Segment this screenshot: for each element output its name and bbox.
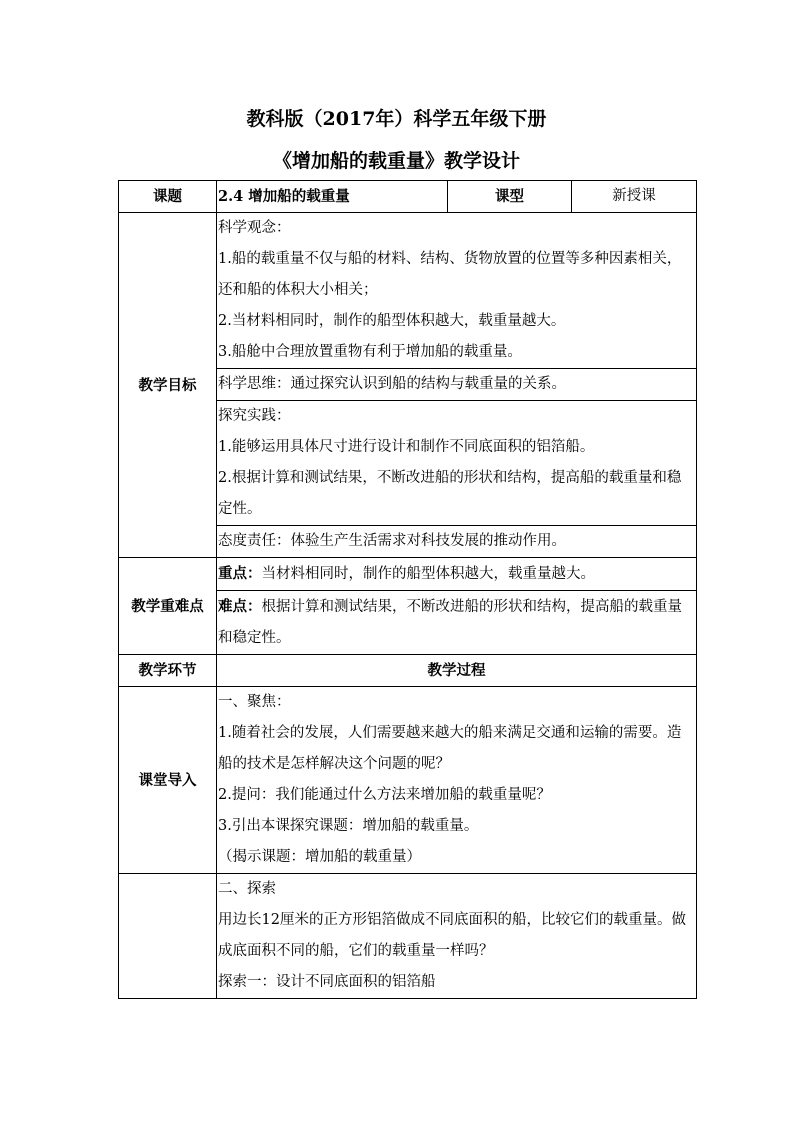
intro-line: 一、聚焦： xyxy=(218,694,291,710)
type-value: 新授课 xyxy=(572,181,697,213)
topic-value: 2.4 增加船的载重量 xyxy=(217,181,448,213)
intro-line: 2.提问：我们能通过什么方法来增加船的载重量呢？ xyxy=(218,787,551,803)
concept-line: 1.船的载重量不仅与船的材料、结构、货物放置的位置等多种因素相关，还和船的体积大小相关； xyxy=(218,251,682,298)
explore-line: 二、探索 xyxy=(218,881,276,897)
practice-line: 2.根据计算和测试结果，不断改进船的形状和结构，提高船的载重量和稳定性。 xyxy=(218,470,682,517)
doc-title-line1: 教科版（2017年）科学五年级下册 xyxy=(246,108,547,130)
key-prefix: 重点： xyxy=(218,565,262,582)
topic-label: 课题 xyxy=(119,181,217,213)
objectives-label: 教学目标 xyxy=(119,213,217,558)
explore-line: 用边长12厘米的正方形铝箔做成不同底面积的船，比较它们的载重量。做成底面积不同的船，它们的载重量一样吗？ xyxy=(218,912,686,959)
concept-line: 2.当材料相同时，制作的船型体积越大，载重量越大。 xyxy=(218,313,566,329)
explore-row xyxy=(119,874,697,999)
intro-line: 1.随着社会的发展，人们需要越来越大的船来满足交通和运输的需要。造船的技术是怎样解决这个问题的呢？ xyxy=(218,725,682,772)
intro-content xyxy=(217,687,697,874)
difficulty-text: 根据计算和测试结果，不断改进船的形状和结构，提高船的载重量和稳定性。 xyxy=(218,599,682,646)
lesson-plan-table xyxy=(118,180,697,999)
keypoints-label: 教学重难点 xyxy=(119,558,217,655)
difficulty-prefix: 难点： xyxy=(218,598,262,615)
objectives-row-concept xyxy=(119,213,697,369)
doc-title-line2: 《增加船的载重量》教学设计 xyxy=(272,150,520,172)
concept-line: 科学观念： xyxy=(218,220,291,236)
type-label: 课型 xyxy=(448,181,572,213)
intro-row xyxy=(119,687,697,874)
keypoint-row-key xyxy=(119,558,697,591)
keypoint-key xyxy=(217,558,697,591)
explore-label xyxy=(119,874,217,999)
keypoint-difficulty xyxy=(217,591,697,655)
process-header-row xyxy=(119,655,697,687)
topic-row xyxy=(119,181,697,213)
practice-line: 1.能够运用具体尺寸进行设计和制作不同底面积的铝箔船。 xyxy=(218,439,595,455)
intro-line: （揭示课题：增加船的载重量） xyxy=(218,849,421,865)
explore-content xyxy=(217,874,697,999)
key-text: 当材料相同时，制作的船型体积越大，载重量越大。 xyxy=(261,566,595,582)
process-stage-header: 教学环节 xyxy=(119,655,217,687)
objectives-thinking: 科学思维：通过探究认识到船的结构与载重量的关系。 xyxy=(217,369,697,401)
concept-line: 3.船舱中合理放置重物有利于增加船的载重量。 xyxy=(218,344,522,360)
explore-line: 探索一：设计不同底面积的铝箔船 xyxy=(218,974,436,990)
objectives-concept xyxy=(217,213,697,369)
objectives-practice xyxy=(217,401,697,526)
practice-line: 探究实践： xyxy=(218,408,291,424)
intro-label: 课堂导入 xyxy=(119,687,217,874)
intro-line: 3.引出本课探究课题：增加船的载重量。 xyxy=(218,818,479,834)
objectives-attitude: 态度责任：体验生产生活需求对科技发展的推动作用。 xyxy=(217,526,697,558)
process-content-header: 教学过程 xyxy=(217,655,697,687)
